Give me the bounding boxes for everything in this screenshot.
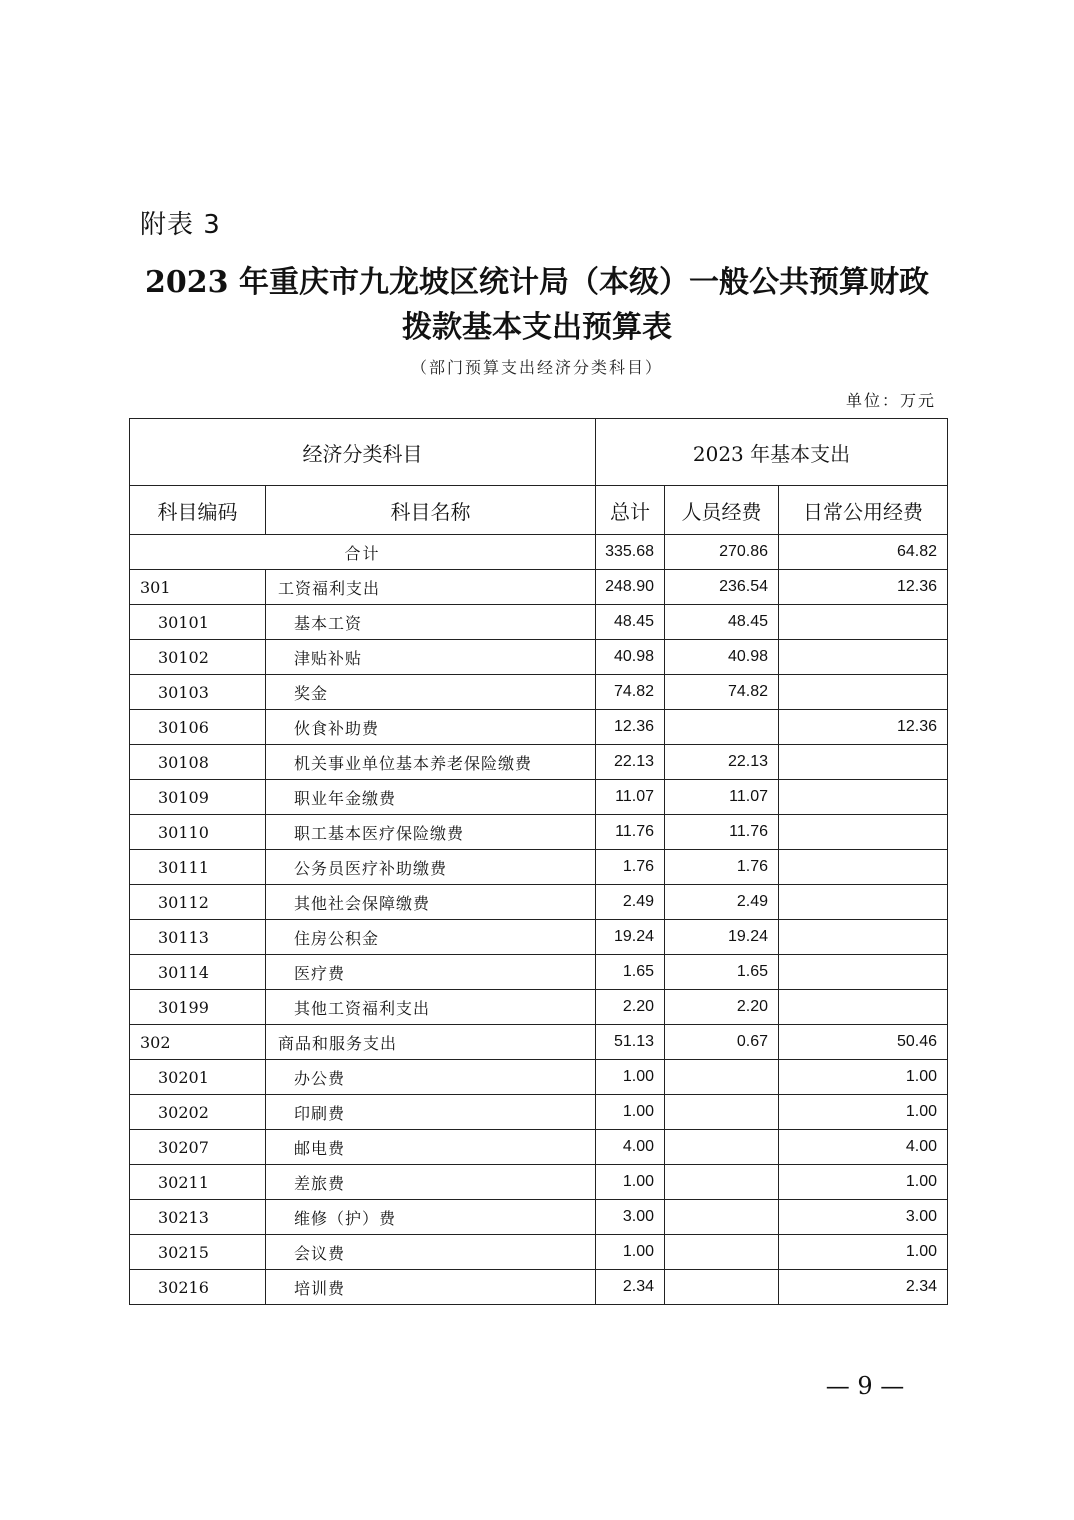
row-code: 302: [130, 1025, 266, 1060]
row-name: 印刷费: [266, 1095, 596, 1130]
row-personnel: 22.13: [665, 745, 779, 780]
row-total: 1.00: [596, 1095, 665, 1130]
header-col-name: 科目名称: [266, 486, 596, 535]
row-name: 工资福利支出: [266, 570, 596, 605]
total-public: 64.82: [779, 535, 948, 570]
row-name: 职工基本医疗保险缴费: [266, 815, 596, 850]
row-code: 30106: [130, 710, 266, 745]
row-code: 30215: [130, 1235, 266, 1270]
row-name: 公务员医疗补助缴费: [266, 850, 596, 885]
row-personnel: [665, 1270, 779, 1305]
row-total: 1.76: [596, 850, 665, 885]
row-name: 培训费: [266, 1270, 596, 1305]
table-row: [130, 605, 948, 640]
row-public: [779, 640, 948, 675]
row-name: 差旅费: [266, 1165, 596, 1200]
row-total: 19.24: [596, 920, 665, 955]
row-total: 74.82: [596, 675, 665, 710]
row-name: 其他工资福利支出: [266, 990, 596, 1025]
row-public: [779, 885, 948, 920]
table-row: [130, 1270, 948, 1305]
table-row: [130, 920, 948, 955]
table-row: [130, 990, 948, 1025]
unit-label: 单位：万元: [845, 391, 936, 410]
row-personnel: 236.54: [665, 570, 779, 605]
row-code: 30213: [130, 1200, 266, 1235]
row-public: [779, 605, 948, 640]
row-personnel: [665, 1200, 779, 1235]
row-total: 11.76: [596, 815, 665, 850]
row-name: 医疗费: [266, 955, 596, 990]
row-name: 办公费: [266, 1060, 596, 1095]
table-row: [130, 780, 948, 815]
row-total: 1.00: [596, 1235, 665, 1270]
row-code: 30108: [130, 745, 266, 780]
table-row: [130, 1095, 948, 1130]
table-row: [130, 1060, 948, 1095]
row-name: 津贴补贴: [266, 640, 596, 675]
row-name: 奖金: [266, 675, 596, 710]
row-code: 30216: [130, 1270, 266, 1305]
row-personnel: 0.67: [665, 1025, 779, 1060]
total-total: 335.68: [596, 535, 665, 570]
row-public: [779, 850, 948, 885]
header-group-left: 经济分类科目: [130, 419, 596, 486]
row-public: [779, 920, 948, 955]
row-total: 3.00: [596, 1200, 665, 1235]
table-row: [130, 850, 948, 885]
row-code: 30112: [130, 885, 266, 920]
row-total: 1.00: [596, 1165, 665, 1200]
table-row: [130, 570, 948, 605]
row-personnel: [665, 1235, 779, 1270]
row-personnel: [665, 710, 779, 745]
row-total: 22.13: [596, 745, 665, 780]
header-col-personnel: 人员经费: [665, 486, 779, 535]
table-body: [130, 535, 948, 1305]
table-row: [130, 815, 948, 850]
row-code: 30109: [130, 780, 266, 815]
table-row: [130, 675, 948, 710]
row-public: 12.36: [779, 710, 948, 745]
row-personnel: [665, 1095, 779, 1130]
total-row: [130, 535, 948, 570]
row-code: 30101: [130, 605, 266, 640]
budget-table: [129, 418, 948, 1305]
table-row: [130, 640, 948, 675]
row-personnel: 48.45: [665, 605, 779, 640]
row-public: [779, 990, 948, 1025]
table-row: [130, 745, 948, 780]
row-total: 2.20: [596, 990, 665, 1025]
table-row: [130, 885, 948, 920]
row-total: 51.13: [596, 1025, 665, 1060]
row-name: 会议费: [266, 1235, 596, 1270]
row-name: 基本工资: [266, 605, 596, 640]
row-total: 4.00: [596, 1130, 665, 1165]
row-public: [779, 675, 948, 710]
table-row: [130, 1025, 948, 1060]
row-code: 30110: [130, 815, 266, 850]
row-name: 职业年金缴费: [266, 780, 596, 815]
table-row: [130, 1130, 948, 1165]
row-code: 30111: [130, 850, 266, 885]
row-public: [779, 955, 948, 990]
row-total: 248.90: [596, 570, 665, 605]
row-public: 1.00: [779, 1060, 948, 1095]
row-public: [779, 745, 948, 780]
row-code: 30207: [130, 1130, 266, 1165]
row-personnel: [665, 1165, 779, 1200]
row-public: 1.00: [779, 1165, 948, 1200]
row-personnel: 40.98: [665, 640, 779, 675]
row-code: 30103: [130, 675, 266, 710]
row-name: 住房公积金: [266, 920, 596, 955]
table-row: [130, 955, 948, 990]
row-public: 1.00: [779, 1095, 948, 1130]
row-code: 30201: [130, 1060, 266, 1095]
table-row: [130, 710, 948, 745]
page-title-line1: 2023 年重庆市九龙坡区统计局（本级）一般公共预算财政: [145, 265, 929, 300]
total-label: 合计: [130, 535, 596, 570]
row-personnel: [665, 1060, 779, 1095]
page-title-line2: 拨款基本支出预算表: [402, 310, 672, 345]
table-row: [130, 1200, 948, 1235]
header-col-code: 科目编码: [130, 486, 266, 535]
row-personnel: [665, 1130, 779, 1165]
row-personnel: 74.82: [665, 675, 779, 710]
row-code: 301: [130, 570, 266, 605]
total-personnel: 270.86: [665, 535, 779, 570]
row-public: 1.00: [779, 1235, 948, 1270]
row-total: 2.49: [596, 885, 665, 920]
row-personnel: 11.76: [665, 815, 779, 850]
header-group-right: 2023 年基本支出: [596, 419, 948, 486]
row-personnel: 19.24: [665, 920, 779, 955]
row-personnel: 11.07: [665, 780, 779, 815]
attachment-label: 附表 3: [140, 210, 221, 240]
row-code: 30211: [130, 1165, 266, 1200]
header-col-total: 总计: [596, 486, 665, 535]
row-total: 12.36: [596, 710, 665, 745]
row-name: 维修（护）费: [266, 1200, 596, 1235]
row-public: 2.34: [779, 1270, 948, 1305]
table-row: [130, 1235, 948, 1270]
row-name: 伙食补助费: [266, 710, 596, 745]
row-total: 1.65: [596, 955, 665, 990]
row-name: 商品和服务支出: [266, 1025, 596, 1060]
row-code: 30113: [130, 920, 266, 955]
row-total: 48.45: [596, 605, 665, 640]
table-row: [130, 1165, 948, 1200]
row-code: 30199: [130, 990, 266, 1025]
row-total: 11.07: [596, 780, 665, 815]
row-public: [779, 780, 948, 815]
subtitle: （部门预算支出经济分类科目）: [410, 358, 663, 377]
row-name: 机关事业单位基本养老保险缴费: [266, 745, 596, 780]
row-public: 12.36: [779, 570, 948, 605]
row-personnel: 2.49: [665, 885, 779, 920]
row-name: 其他社会保障缴费: [266, 885, 596, 920]
row-total: 1.00: [596, 1060, 665, 1095]
row-code: 30102: [130, 640, 266, 675]
row-name: 邮电费: [266, 1130, 596, 1165]
row-public: [779, 815, 948, 850]
row-code: 30114: [130, 955, 266, 990]
page-number: — 9 —: [825, 1372, 905, 1400]
row-total: 2.34: [596, 1270, 665, 1305]
row-public: 3.00: [779, 1200, 948, 1235]
header-col-public: 日常公用经费: [779, 486, 948, 535]
row-personnel: 2.20: [665, 990, 779, 1025]
row-code: 30202: [130, 1095, 266, 1130]
row-public: 4.00: [779, 1130, 948, 1165]
row-personnel: 1.65: [665, 955, 779, 990]
row-public: 50.46: [779, 1025, 948, 1060]
row-total: 40.98: [596, 640, 665, 675]
row-personnel: 1.76: [665, 850, 779, 885]
